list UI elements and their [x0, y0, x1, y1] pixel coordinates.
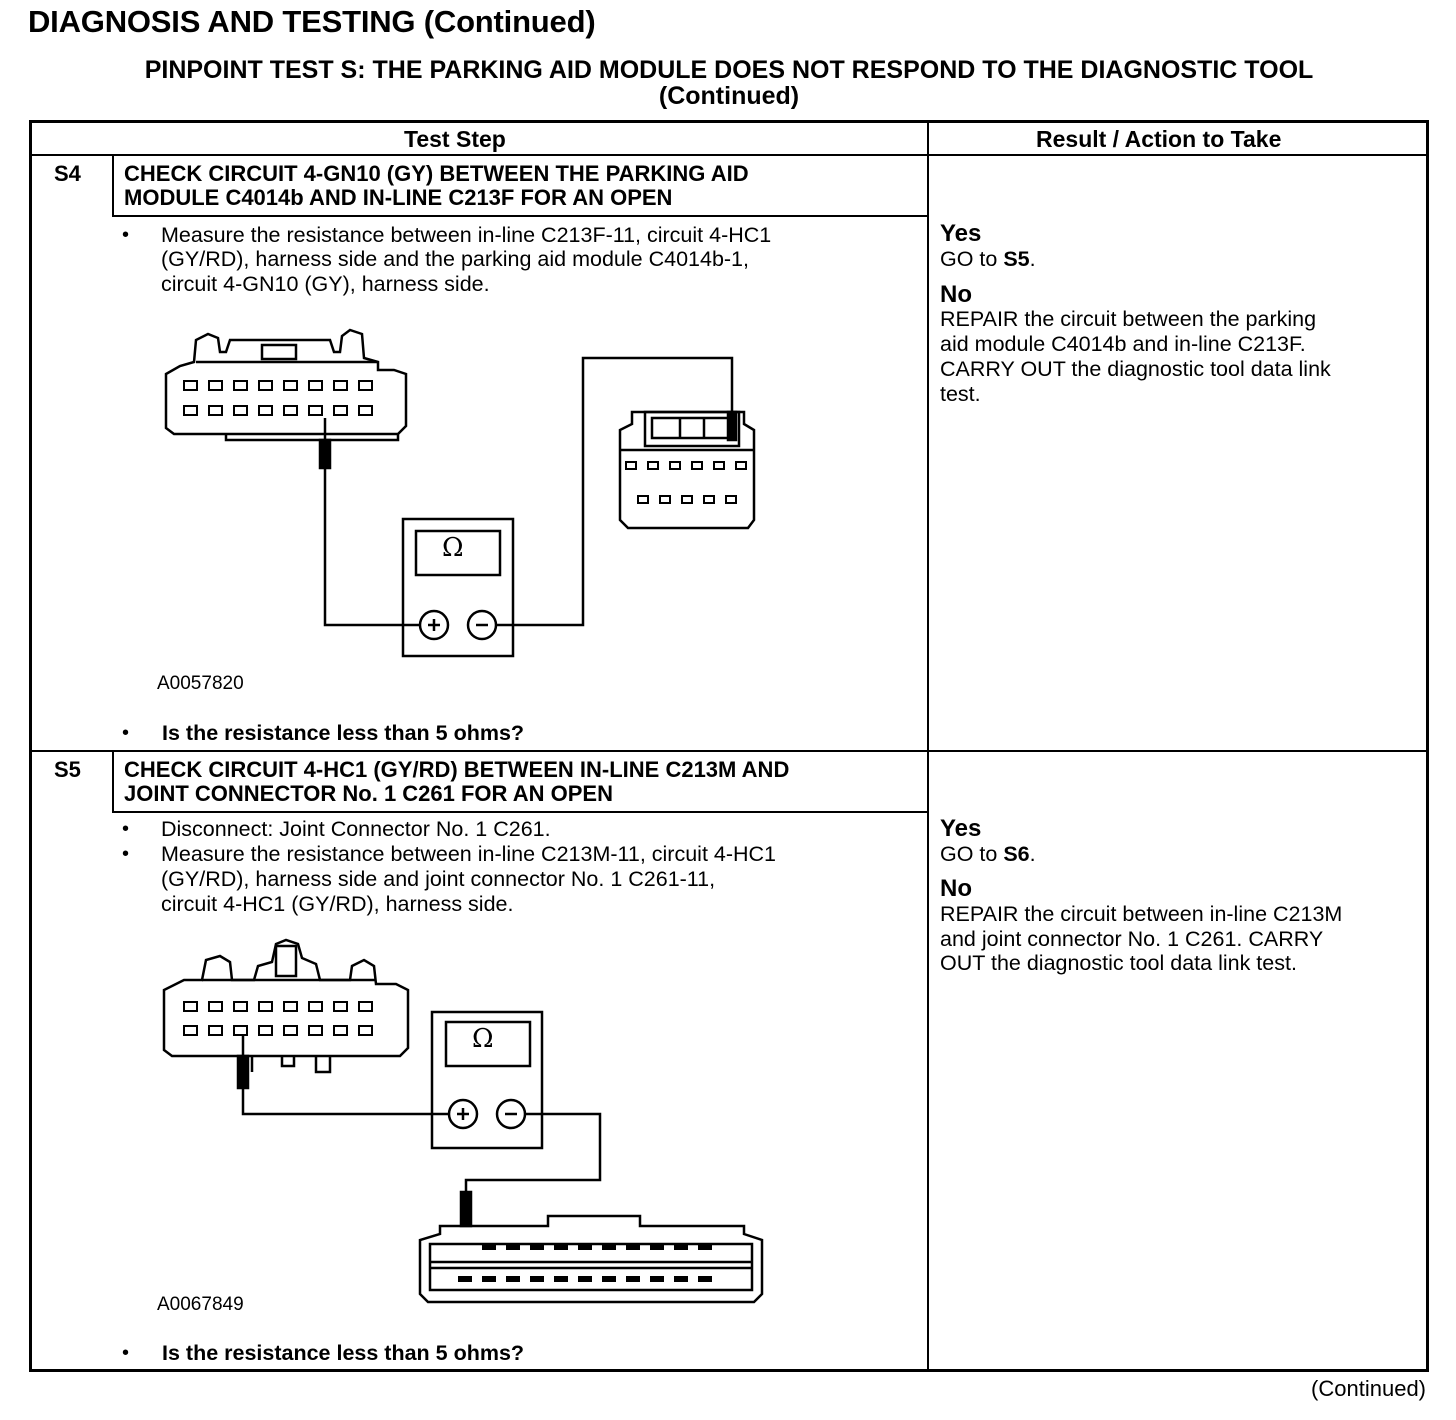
result-no-s4: REPAIR the circuit between the parking — [940, 307, 1317, 331]
goto-step-link: S6 — [1003, 842, 1030, 866]
bullet-icon: • — [122, 224, 130, 246]
column-header-test-step: Test Step — [404, 126, 506, 152]
step-heading-s4-line2: MODULE C4014b AND IN-LINE C213F FOR AN OPEN — [124, 185, 673, 210]
step-heading-s4: CHECK CIRCUIT 4-GN10 (GY) BETWEEN THE PARKING AID — [124, 161, 749, 186]
result-no-s4-line4: test. — [940, 382, 981, 406]
step-id-s5: S5 — [54, 757, 81, 782]
goto-step-link: S5 — [1003, 247, 1030, 271]
column-header-result: Result / Action to Take — [1036, 126, 1282, 152]
result-no-label-s5: No — [940, 875, 972, 902]
result-yes-s4: GO to S5. — [940, 247, 1036, 271]
result-no-s4-line2: aid module C4014b and in-line C213F. — [940, 332, 1306, 356]
pinpoint-test-title-continued: (Continued) — [658, 82, 800, 110]
page-title: DIAGNOSIS AND TESTING (Continued) — [28, 4, 596, 39]
meter-symbol: Ω — [472, 1024, 494, 1054]
instruction-s4-line2: (GY/RD), harness side and the parking aid module C4014b-1, — [161, 247, 749, 271]
instruction-s5-measure-line2: (GY/RD), harness side and joint connector No. 1 C261-11, — [161, 867, 716, 891]
result-yes-label-s5: Yes — [940, 815, 982, 842]
page-footer-continued: (Continued) — [1311, 1376, 1426, 1401]
result-yes-label-s4: Yes — [940, 220, 982, 247]
step-heading-s5: CHECK CIRCUIT 4-HC1 (GY/RD) BETWEEN IN-LINE C213M AND — [124, 757, 790, 782]
instruction-s5-measure: Measure the resistance between in-line C213M-11, circuit 4-HC1 — [161, 842, 777, 866]
bullet-icon: • — [122, 722, 130, 744]
figure-id-s4: A0057820 — [157, 673, 244, 694]
joint-connector-c261-icon — [420, 1216, 762, 1302]
step-heading-s5-line2: JOINT CONNECTOR No. 1 C261 FOR AN OPEN — [124, 781, 613, 806]
result-no-s4-line3: CARRY OUT the diagnostic tool data link — [940, 357, 1331, 381]
question-s5: Is the resistance less than 5 ohms? — [162, 1341, 525, 1365]
bullet-icon: • — [122, 843, 130, 865]
instruction-s5-measure-line3: circuit 4-HC1 (GY/RD), harness side. — [161, 892, 514, 916]
result-yes-s5: GO to S6. — [940, 842, 1036, 866]
instruction-s5-disconnect: Disconnect: Joint Connector No. 1 C261. — [161, 817, 551, 841]
instruction-s4: Measure the resistance between in-line C213F-11, circuit 4-HC1 — [161, 223, 772, 247]
bullet-icon: • — [122, 818, 130, 840]
question-s4: Is the resistance less than 5 ohms? — [162, 721, 525, 745]
result-no-s5-line2: and joint connector No. 1 C261. CARRY — [940, 927, 1324, 951]
pinpoint-test-title: PINPOINT TEST S: THE PARKING AID MODULE DOES NOT RESPOND TO THE DIAGNOSTIC TOOL — [144, 56, 1314, 84]
instruction-s4-line3: circuit 4-GN10 (GY), harness side. — [161, 272, 490, 296]
meter-symbol: Ω — [442, 533, 464, 563]
bullet-icon: • — [122, 1342, 130, 1364]
result-no-s5: REPAIR the circuit between in-line C213M — [940, 902, 1343, 926]
step-id-s4: S4 — [54, 161, 81, 186]
result-no-label-s4: No — [940, 281, 972, 308]
result-no-s5-line3: OUT the diagnostic tool data link test. — [940, 951, 1297, 975]
figure-id-s5: A0067849 — [157, 1294, 244, 1315]
